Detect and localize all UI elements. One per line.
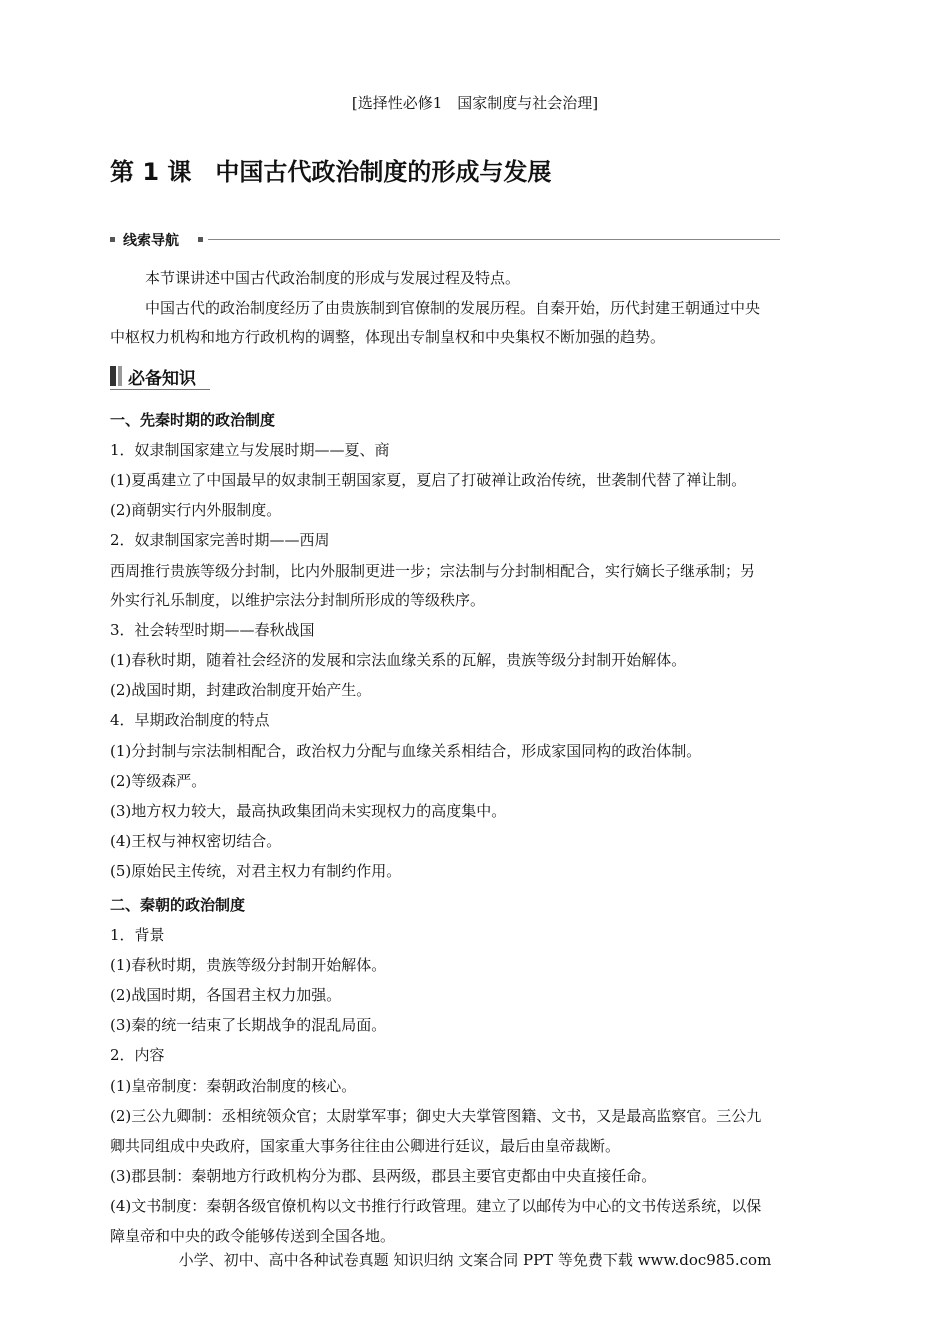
paragraph-line: 卿共同组成中央政府，国家重大事务往往由公卿进行廷议，最后由皇帝裁断。 — [110, 1137, 621, 1155]
list-item: (2)等级森严。 — [110, 772, 207, 790]
list-item: (4)王权与神权密切结合。 — [110, 832, 282, 850]
bullet-square-icon — [110, 237, 115, 242]
list-item: (1)春秋时期，随着社会经济的发展和宗法血缘关系的瓦解，贵族等级分封制开始解体。 — [110, 651, 687, 669]
list-item: (3)地方权力较大，最高执政集团尚未实现权力的高度集中。 — [110, 802, 507, 820]
guide-paragraph-2: 中国古代的政治制度经历了由贵族制到官僚制的发展历程。自秦开始，历代封建王朝通过中央 — [145, 299, 761, 317]
list-item: (3)秦的统一结束了长期战争的混乱局面。 — [110, 1016, 387, 1034]
list-item: (3)郡县制：秦朝地方行政机构分为郡、县两级，郡县主要官吏都由中央直接任命。 — [110, 1167, 657, 1185]
section-bar-icon — [110, 366, 116, 386]
guide-section-header — [110, 230, 780, 250]
list-item: (2)战国时期，封建政治制度开始产生。 — [110, 681, 372, 699]
subheading: 4．早期政治制度的特点 — [110, 711, 270, 729]
subheading: 1．背景 — [110, 926, 165, 944]
subheading: 1．奴隶制国家建立与发展时期——夏、商 — [110, 441, 390, 459]
section-heading: 二、秦朝的政治制度 — [110, 896, 246, 914]
subheading: 2．奴隶制国家完善时期——西周 — [110, 531, 330, 549]
list-item: (1)春秋时期，贵族等级分封制开始解体。 — [110, 956, 387, 974]
subheading: 2．内容 — [110, 1046, 165, 1064]
page-footer: 小学、初中、高中各种试卷真题 知识归纳 文案合同 PPT 等免费下载 www.doc985.com — [178, 1251, 772, 1269]
knowledge-section-header — [110, 364, 210, 390]
divider-line — [208, 239, 780, 240]
paragraph-line: 障皇帝和中央的政令能够传送到全国各地。 — [110, 1227, 396, 1245]
list-item: (2)商朝实行内外服制度。 — [110, 501, 282, 519]
lesson-title: 第 1 课 中国古代政治制度的形成与发展 — [110, 158, 552, 186]
paragraph-line: 西周推行贵族等级分封制，比内外服制更进一步；宗法制与分封制相配合，实行嫡长子继承制；另 — [110, 562, 756, 580]
list-item: (4)文书制度：秦朝各级官僚机构以文书推行行政管理。建立了以邮传为中心的文书传送系统，以保 — [110, 1197, 762, 1215]
list-item: (5)原始民主传统，对君主权力有制约作用。 — [110, 862, 402, 880]
knowledge-label: 必备知识 — [128, 369, 196, 389]
list-item: (1)分封制与宗法制相配合，政治权力分配与血缘关系相结合，形成家国同构的政治体制。 — [110, 742, 702, 760]
paragraph-line: 外实行礼乐制度，以维护宗法分封制所形成的等级秩序。 — [110, 591, 486, 609]
section-bar-icon — [118, 366, 122, 386]
guide-paragraph-2-cont: 中枢权力机构和地方行政机构的调整，体现出专制皇权和中央集权不断加强的趋势。 — [110, 328, 666, 346]
list-item: (2)战国时期，各国君主权力加强。 — [110, 986, 342, 1004]
subheading: 3．社会转型时期——春秋战国 — [110, 621, 315, 639]
guide-paragraph-1: 本节课讲述中国古代政治制度的形成与发展过程及特点。 — [145, 269, 521, 287]
guide-label: 线索导航 — [123, 233, 179, 249]
bullet-square-icon — [198, 237, 203, 242]
list-item: (1)皇帝制度：秦朝政治制度的核心。 — [110, 1077, 357, 1095]
divider-line — [110, 389, 210, 390]
page-header: [选择性必修1 国家制度与社会治理] — [351, 94, 599, 112]
list-item: (1)夏禹建立了中国最早的奴隶制王朝国家夏，夏启了打破禅让政治传统，世袭制代替了禅让制。 — [110, 471, 747, 489]
section-heading: 一、先秦时期的政治制度 — [110, 411, 276, 429]
list-item: (2)三公九卿制：丞相统领众官；太尉掌军事；御史大夫掌管图籍、文书，又是最高监察官。三公九 — [110, 1107, 762, 1125]
